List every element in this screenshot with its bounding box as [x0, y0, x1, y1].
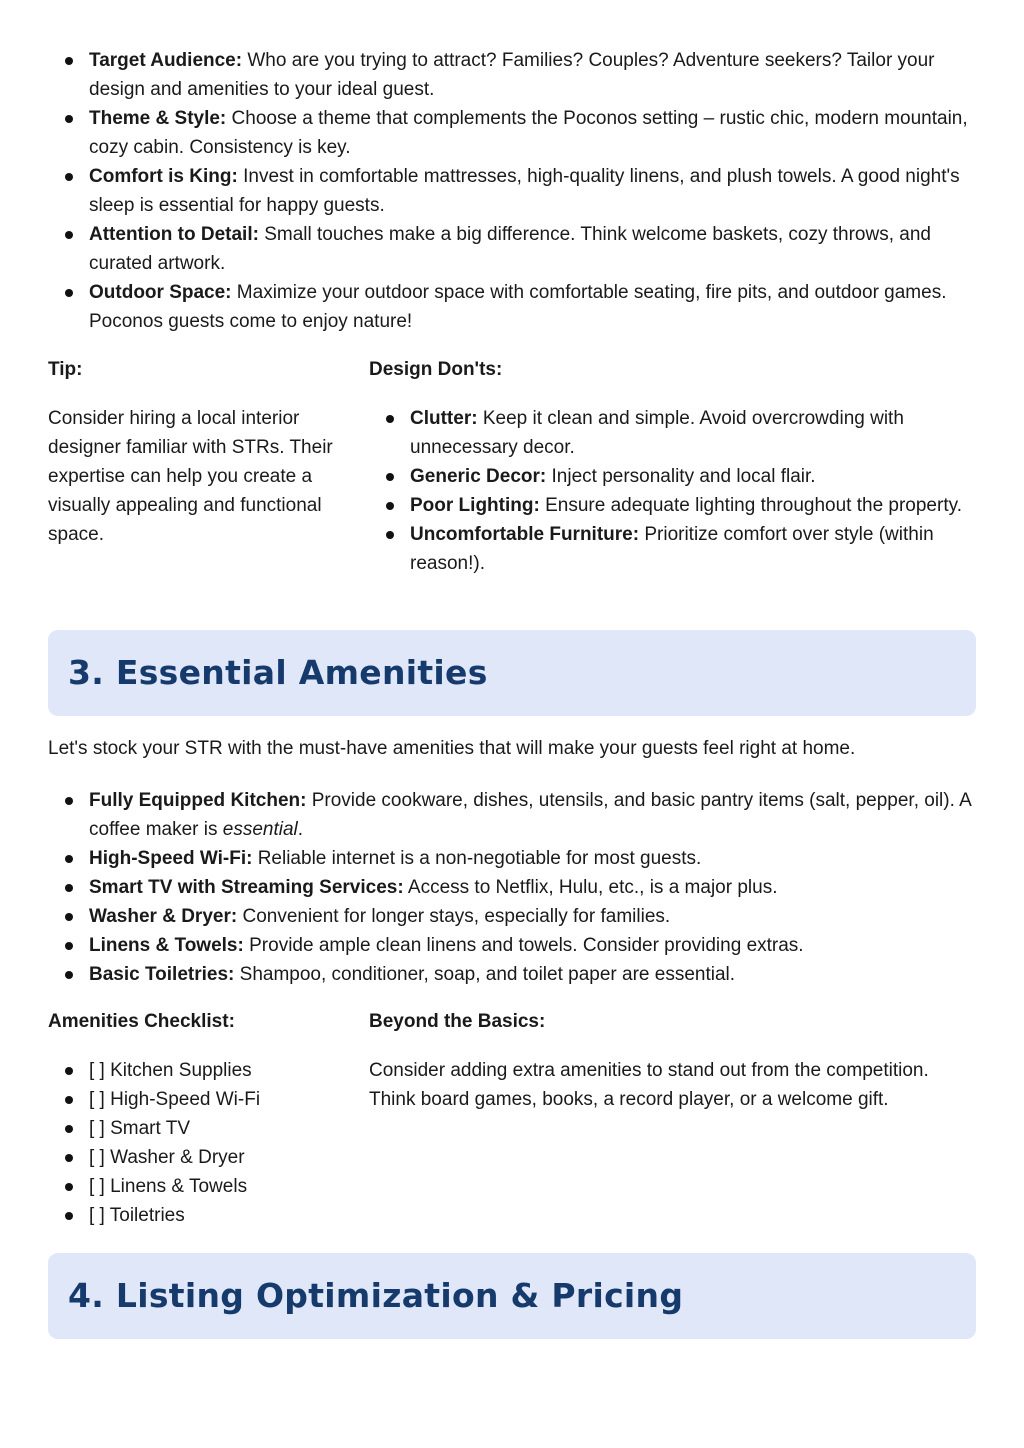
checklist-item: [ ] Linens & Towels	[48, 1172, 348, 1201]
section-title: 3. Essential Amenities	[68, 653, 488, 692]
section-banner	[48, 1253, 976, 1339]
list-item: Outdoor Space: Maximize your outdoor space with comfortable seating, fire pits, and outdoor games. Poconos guests come to enjoy nature!	[48, 278, 976, 336]
amenities-list	[48, 786, 976, 989]
list-item: Comfort is King: Invest in comfortable mattresses, high-quality linens, and plush towels. A good night's sleep is essential for happy guests.	[48, 162, 976, 220]
checklist-column	[48, 1007, 348, 1230]
list-item: Basic Toiletries: Shampoo, conditioner, soap, and toilet paper are essential.	[48, 960, 976, 989]
list-item: Theme & Style: Choose a theme that complements the Poconos setting – rustic chic, modern mountain, cozy cabin. Consistency is key.	[48, 104, 976, 162]
checklist-item: [ ] Smart TV	[48, 1114, 348, 1143]
beyond-heading: Beyond the Basics:	[369, 1011, 546, 1032]
checklist-item: [ ] High-Speed Wi-Fi	[48, 1085, 348, 1114]
section-intro: Let's stock your STR with the must-have amenities that will make your guests feel right at home.	[48, 738, 856, 759]
list-item: Uncomfortable Furniture: Prioritize comfort over style (within reason!).	[369, 520, 976, 578]
donts-list	[369, 404, 976, 578]
section-title: 4. Listing Optimization & Pricing	[68, 1276, 684, 1315]
checklist-heading: Amenities Checklist:	[48, 1011, 235, 1032]
list-item: Fully Equipped Kitchen: Provide cookware, dishes, utensils, and basic pantry items (salt, pepper, oil). A coffee maker is essential.	[48, 786, 976, 844]
donts-column	[369, 355, 976, 578]
list-item: Generic Decor: Inject personality and local flair.	[369, 462, 976, 491]
section-banner	[48, 630, 976, 716]
list-item: Linens & Towels: Provide ample clean linens and towels. Consider providing extras.	[48, 931, 976, 960]
tip-column	[48, 355, 348, 549]
list-item: Smart TV with Streaming Services: Access to Netflix, Hulu, etc., is a major plus.	[48, 873, 976, 902]
tip-heading: Tip:	[48, 359, 83, 380]
list-item: High-Speed Wi-Fi: Reliable internet is a non-negotiable for most guests.	[48, 844, 976, 873]
list-item: Poor Lighting: Ensure adequate lighting throughout the property.	[369, 491, 976, 520]
list-item: Attention to Detail: Small touches make a big difference. Think welcome baskets, cozy throws, and curated artwork.	[48, 220, 976, 278]
checklist	[48, 1056, 348, 1230]
checklist-item: [ ] Washer & Dryer	[48, 1143, 348, 1172]
list-item: Clutter: Keep it clean and simple. Avoid overcrowding with unnecessary decor.	[369, 404, 976, 462]
checklist-item: [ ] Toiletries	[48, 1201, 348, 1230]
list-item: Washer & Dryer: Convenient for longer stays, especially for families.	[48, 902, 976, 931]
design-tips-list	[48, 46, 976, 336]
donts-heading: Design Don'ts:	[369, 359, 503, 380]
beyond-column	[369, 1007, 976, 1114]
beyond-text: Consider adding extra amenities to stand out from the competition. Think board games, books, a record player, or a welcome gift.	[369, 1060, 929, 1110]
checklist-item: [ ] Kitchen Supplies	[48, 1056, 348, 1085]
list-item: Target Audience: Who are you trying to attract? Families? Couples? Adventure seekers? Tailor your design and amenities to your ideal guest.	[48, 46, 976, 104]
tip-text: Consider hiring a local interior designer familiar with STRs. Their expertise can help you create a visually appealing and functional space.	[48, 408, 333, 545]
